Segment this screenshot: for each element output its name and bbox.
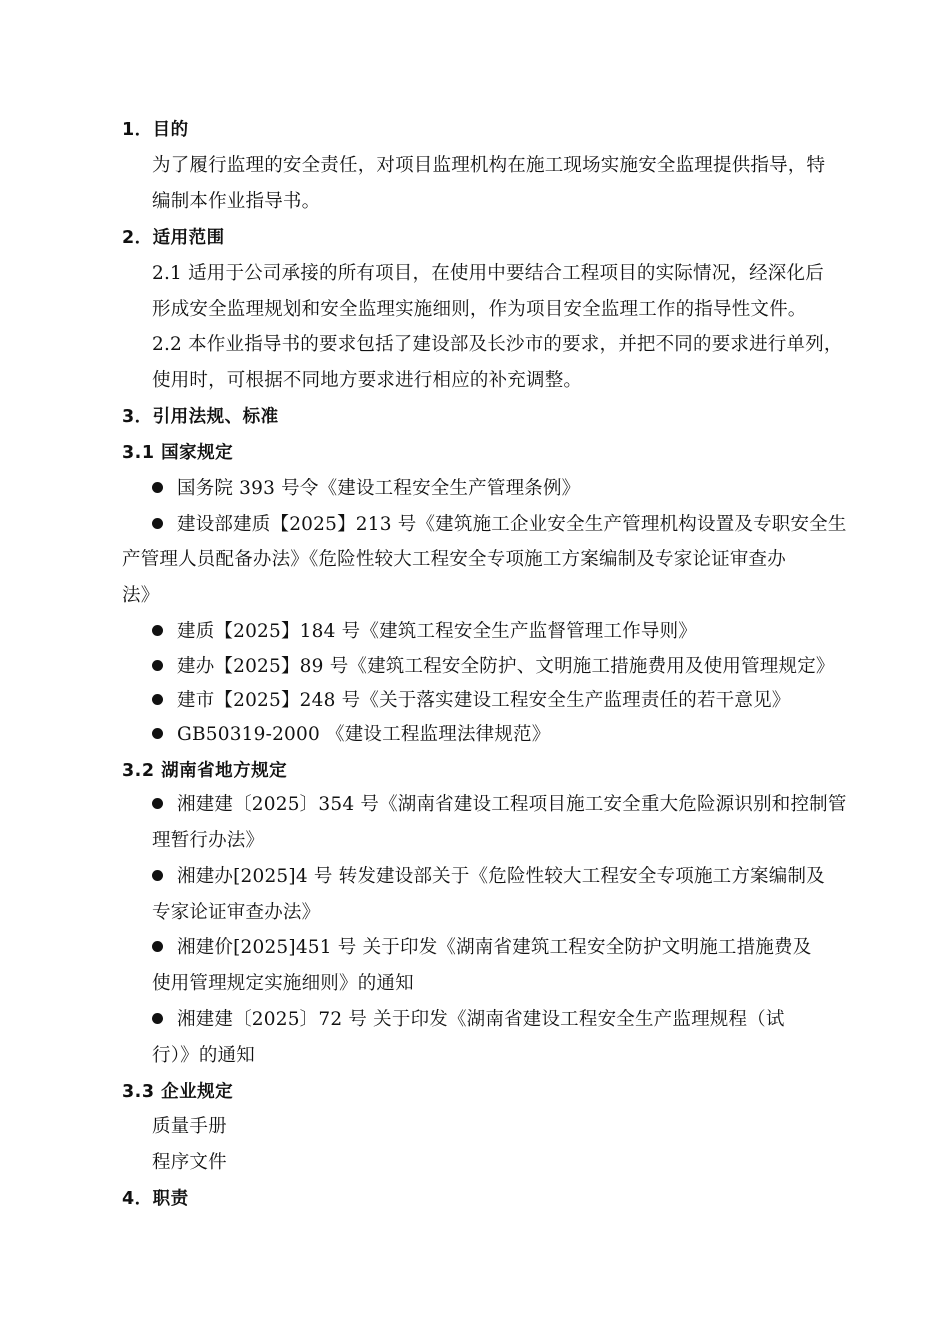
bullet-icon (152, 660, 163, 671)
section-3-2-heading: 3.2 湖南省地方规定 (122, 761, 288, 781)
bullet-icon (152, 625, 163, 636)
paragraph-line: 形成安全监理规划和安全监理实施细则，作为项目安全监理工作的指导性文件。 (152, 299, 807, 320)
list-item: 质量手册 (152, 1116, 227, 1137)
list-item: 程序文件 (152, 1152, 227, 1173)
bullet-icon (152, 694, 163, 705)
paragraph-line: 为了履行监理的安全责任，对项目监理机构在施工现场实施安全监理提供指导，特 (152, 155, 826, 176)
section-3-heading: 3．引用法规、标准 (122, 407, 279, 427)
list-item-continuation: 使用管理规定实施细则》的通知 (152, 973, 414, 994)
paragraph-line: 编制本作业指导书。 (152, 191, 321, 212)
list-item: 湘建建〔2025〕354 号《湖南省建设工程项目施工安全重大危险源识别和控制管 (152, 792, 847, 818)
list-item-continuation: 产管理人员配备办法》《危险性较大工程安全专项施工方案编制及专家论证审查办 (122, 549, 786, 570)
list-item: 国务院 393 号令《建设工程安全生产管理条例》 (152, 476, 580, 502)
paragraph-line: 2.1 适用于公司承接的所有项目，在使用中要结合工程项目的实际情况，经深化后 (152, 263, 824, 284)
section-2-heading: 2．适用范围 (122, 228, 225, 248)
list-item: GB50319-2000 《建设工程监理法律规范》 (152, 722, 550, 748)
list-item-continuation: 理暂行办法》 (152, 830, 265, 851)
bullet-icon (152, 941, 163, 952)
bullet-icon (152, 798, 163, 809)
section-1-heading: 1．目的 (122, 120, 189, 140)
list-item: 湘建建〔2025〕72 号 关于印发《湖南省建设工程安全生产监理规程（试 (152, 1007, 785, 1033)
section-3-3-heading: 3.3 企业规定 (122, 1082, 234, 1102)
section-3-1-heading: 3.1 国家规定 (122, 443, 234, 463)
list-item: 湘建价[2025]451 号 关于印发《湖南省建筑工程安全防护文明施工措施费及 (152, 935, 811, 961)
list-item: 建市【2025】248 号《关于落实建设工程安全生产监理责任的若干意见》 (152, 688, 790, 714)
paragraph-line: 使用时，可根据不同地方要求进行相应的补充调整。 (152, 370, 583, 391)
paragraph-line: 2.2 本作业指导书的要求包括了建设部及长沙市的要求，并把不同的要求进行单列， (152, 334, 843, 355)
bullet-icon (152, 518, 163, 529)
list-item-continuation: 法》 (122, 585, 160, 606)
bullet-icon (152, 870, 163, 881)
bullet-icon (152, 728, 163, 739)
list-item-continuation: 行）》的通知 (152, 1045, 255, 1066)
section-4-heading: 4．职责 (122, 1189, 189, 1209)
list-item: 湘建办[2025]4 号 转发建设部关于《危险性较大工程安全专项施工方案编制及 (152, 864, 825, 890)
list-item: 建设部建质【2025】213 号《建筑施工企业安全生产管理机构设置及专职安全生 (152, 512, 847, 538)
bullet-icon (152, 482, 163, 493)
list-item-continuation: 专家论证审查办法》 (152, 902, 321, 923)
bullet-icon (152, 1013, 163, 1024)
list-item: 建质【2025】184 号《建筑工程安全生产监督管理工作导则》 (152, 619, 697, 645)
list-item: 建办【2025】89 号《建筑工程安全防护、文明施工措施费用及使用管理规定》 (152, 654, 835, 680)
